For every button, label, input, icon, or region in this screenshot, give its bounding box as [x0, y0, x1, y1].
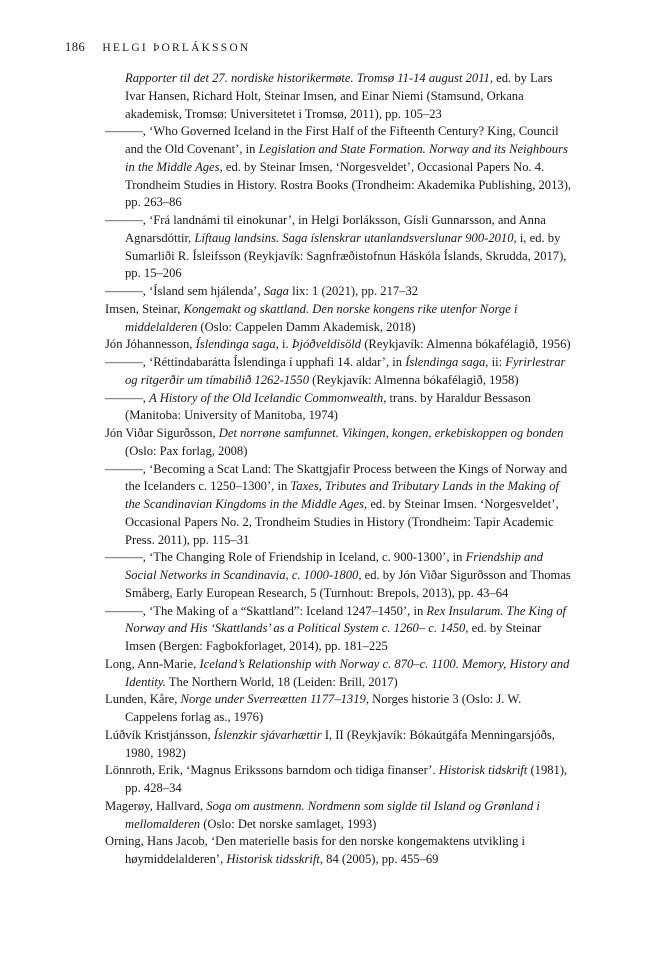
entry-title-italic: Iceland’s Relationship with Norway c. 870–c. 1100. Memory, History and Identity.	[125, 656, 570, 689]
entry-text: The Northern World, 18 (Leiden: Brill, 2017)	[165, 674, 398, 689]
entry-title-italic: Friendship and Social Networks in Scandinavia, c. 1000-1800	[125, 550, 543, 582]
bibliography-entry	[105, 603, 575, 656]
bibliography-entry	[105, 656, 575, 692]
entry-text: Jón Viðar Sigurðsson,	[105, 426, 219, 440]
bibliography-entry	[105, 798, 575, 834]
bibliography-entry	[105, 212, 575, 283]
bibliography-list	[105, 70, 575, 869]
entry-text: , ed. by Steinar Imsen. ‘Norgesveldet’, Occasional Papers No. 2, Trondheim Studies in History (Trondheim: Tapir Academic Press. 2011), pp. 115–31	[125, 497, 559, 547]
bibliography-entry	[105, 425, 575, 461]
entry-text: ———, ‘Becoming a Scat Land: The Skattgjafir Process between the Kings of Norway and the Icelanders c. 1250–1300’, in	[105, 461, 568, 494]
entry-text: , ed. by Jón Viðar Sigurðsson and Thomas Småberg, Early European Research, 5 (Turnhout: Brepols, 2013), pp. 43–64	[125, 568, 571, 600]
entry-title-italic: Soga om austmenn. Nordmenn som siglde til Island og Grønland i mellomalderen	[125, 798, 540, 831]
entry-title-italic: Þjóðveldisöld	[291, 337, 362, 352]
entry-text: , trans. by Haraldur Bessason (Manitoba: University of Manitoba, 1974)	[125, 390, 531, 423]
bibliography-entry	[105, 354, 575, 390]
entry-title-italic: Kongemakt og skattland. Den norske kongens rike utenfor Norge i middelalderen	[125, 301, 518, 334]
entry-text: ———, ‘Who Governed Iceland in the First Half of the Fifteenth Century? King, Council and the Old Covenant’, in	[105, 124, 559, 156]
entry-title-italic: Historisk tidsskrift	[226, 852, 320, 866]
page-header	[65, 40, 250, 55]
entry-text: Long, Ann-Marie,	[105, 656, 200, 671]
bibliography-entry	[105, 691, 575, 727]
entry-text: ———, ‘Réttindabarátta Íslendinga í upphafi 14. aldar’, in	[105, 355, 406, 369]
entry-text: ———, ‘Frá landnámi til einokunar’, in Helgi Þorláksson, Gísli Gunnarsson, and Anna Agnarsdóttir,	[105, 213, 546, 245]
entry-text: Imsen, Steinar,	[105, 301, 184, 316]
entry-text: Lunden, Kåre,	[105, 692, 181, 707]
entry-title-italic: Saga	[263, 284, 289, 298]
entry-title-italic: Íslendinga saga	[405, 355, 486, 369]
entry-title-italic: Taxes, Tributes and Tributary Lands in the Making of the Scandinavian Kingdoms in the Middle Ages	[125, 479, 559, 511]
entry-text: Lönnroth, Erik, ‘Magnus Erikssons barndom och tidiga finanser’.	[105, 763, 439, 778]
entry-text: (Reykjavík: Almenna bókafélagið, 1958)	[309, 372, 519, 387]
entry-text: (Reykjavík: Almenna bókafélagið, 1956)	[361, 337, 571, 352]
entry-text: ———, ‘The Making of a “Skattland”: Iceland 1247–1450’, in	[105, 603, 427, 618]
entry-text: Lúðvík Kristjánsson,	[105, 727, 214, 742]
entry-text: , 84 (2005), pp. 455–69	[319, 852, 439, 866]
entry-title-italic: Rapporter til det 27. nordiske historikermøte. Tromsø 11-14 august 2011	[125, 71, 490, 85]
entry-title-italic: Líftaug landsins. Saga íslenskrar utanlandsverslunar 900-2010	[194, 230, 514, 245]
entry-title-italic: Rex Insularum. The King of Norway and His ‘Skattlands’ as a Political System c. 1260– c. 1450	[125, 603, 566, 636]
entry-title-italic: A History of the Old Icelandic Commonwealth	[149, 390, 384, 405]
entry-text: ———,	[105, 390, 150, 405]
bibliography-entry	[105, 283, 575, 301]
page-number: 186	[65, 40, 86, 54]
entry-title-italic: Historisk tidskrift	[438, 763, 528, 778]
entry-text: Jón Jóhannesson,	[105, 337, 196, 352]
bibliography-entry	[105, 336, 575, 354]
bibliography-entry	[105, 727, 575, 763]
entry-text: (Oslo: Pax forlag, 2008)	[125, 443, 248, 458]
entry-text: Orning, Hans Jacob, ‘Den materielle basis for den norske kongemaktens utvikling i høymiddelalderen’,	[105, 834, 526, 866]
entry-text: , ii:	[485, 355, 506, 369]
entry-title-italic: Fyrirlestrar og ritgerðir um tímabilið 1262-1550	[125, 355, 566, 387]
entry-text: (1981), pp. 428–34	[125, 763, 568, 795]
entry-text: , i, ed. by Sumarliði R. Ísleifsson (Reykjavík: Sagnfræðistofnun Háskóla Íslands, Skrudda, 2017), pp. 15–206	[125, 230, 567, 281]
bibliography-entry	[105, 549, 575, 602]
entry-text: , ed. by Lars Ivar Hansen, Richard Holt, Steinar Imsen, and Einar Niemi (Stamsund, Orkana akademisk, Tromsø: Universitetet i Tromsø, 2011), pp. 105–23	[125, 71, 553, 121]
entry-title-italic: Íslenzkir sjávarhættir	[213, 727, 322, 742]
entry-text: (Oslo: Cappelen Damm Akademisk, 2018)	[197, 319, 416, 334]
entry-text: , ed. by Steinar Imsen (Bergen: Fagbokforlaget, 2014), pp. 181–225	[125, 621, 542, 653]
entry-title-italic: Legislation and State Formation. Norway and its Neighbours in the Middle Ages	[125, 142, 568, 174]
bibliography-entry	[105, 390, 575, 426]
entry-text: , i.	[275, 337, 292, 352]
bibliography-entry	[105, 123, 575, 212]
entry-text: lix: 1 (2021), pp. 217–32	[288, 284, 419, 298]
entry-text: Magerøy, Hallvard,	[105, 798, 207, 813]
bibliography-entry-continuation	[105, 70, 575, 123]
entry-text: (Oslo: Det norske samlaget, 1993)	[200, 816, 377, 831]
bibliography-entry	[105, 461, 575, 550]
bibliography-entry	[105, 301, 575, 337]
entry-title-italic: Íslendinga saga	[195, 337, 276, 352]
entry-text: I, II (Reykjavík: Bókaútgáfa Menningarsjóðs, 1980, 1982)	[125, 727, 555, 760]
bibliography-entry	[105, 762, 575, 798]
entry-text: , ed. by Steinar Imsen, ‘Norgesveldet’, Occasional Papers No. 4. Trondheim Studies in History. Rostra Books (Trondheim: Akademika Publishing, 2013), pp. 263–86	[125, 159, 572, 210]
bibliography-entry	[105, 833, 575, 869]
running-head: HELGI ÞORLÁKSSON	[102, 42, 251, 54]
entry-title-italic: Det norrøne samfunnet. Vikingen, kongen, erkebiskoppen og bonden	[218, 426, 564, 440]
entry-text: ———, ‘The Changing Role of Friendship in Iceland, c. 900-1300’, in	[105, 550, 466, 565]
entry-title-italic: Norge under Sverreætten 1177–1319	[180, 692, 366, 707]
entry-text: ———, ‘Ísland sem hjálenda’,	[105, 284, 264, 298]
entry-text: , Norges historie 3 (Oslo: J. W. Cappelens forlag as., 1976)	[125, 692, 522, 724]
